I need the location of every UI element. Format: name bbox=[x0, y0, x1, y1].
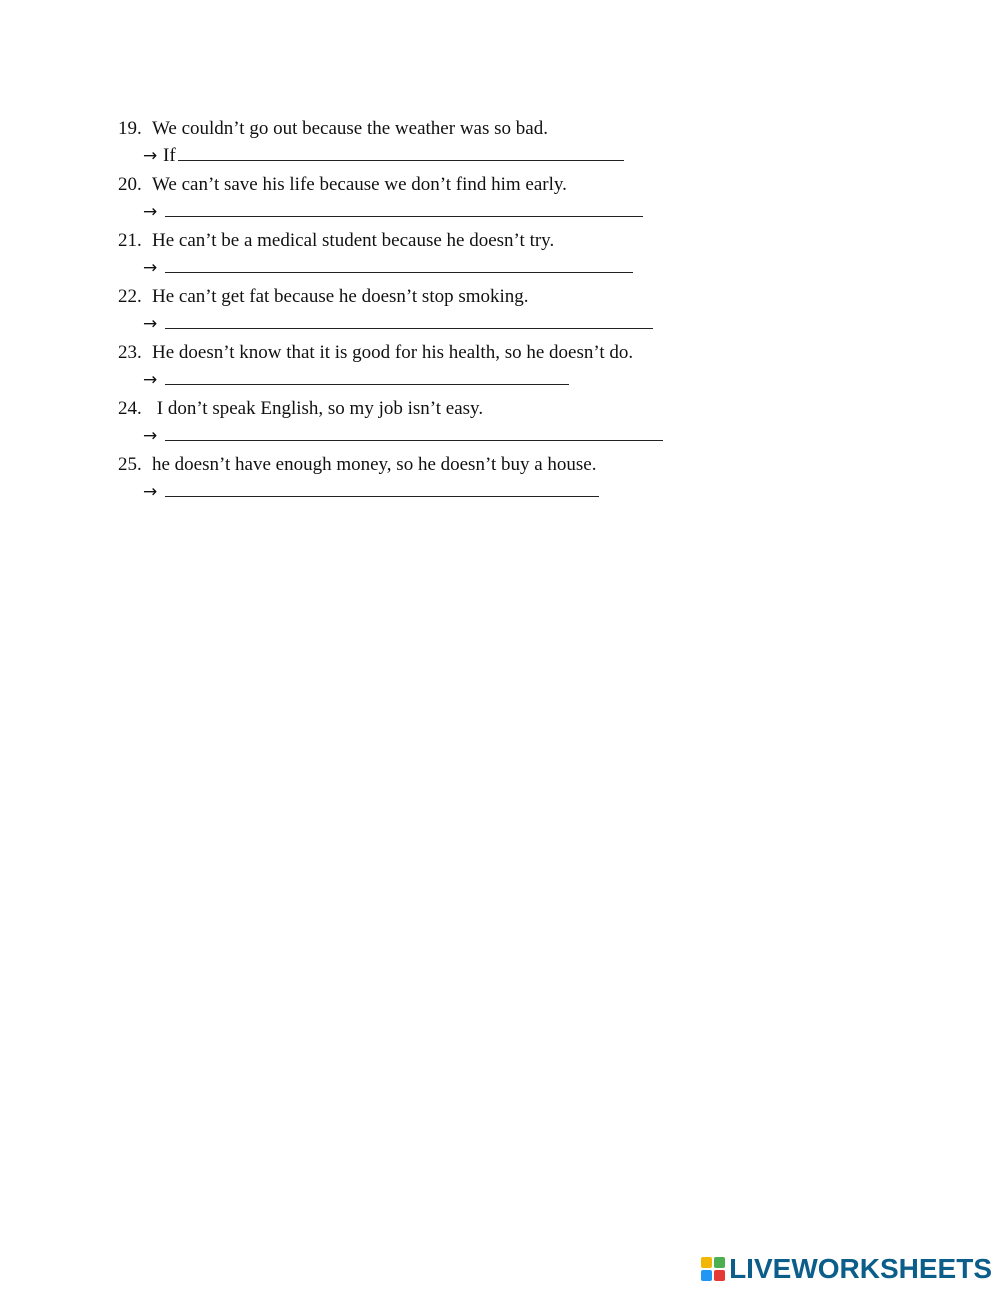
arrow-icon: → bbox=[143, 146, 158, 166]
question-number: 24. bbox=[118, 398, 142, 419]
question-text: We couldn’t go out because the weather was so bad. bbox=[152, 118, 548, 139]
answer-line-24 bbox=[143, 425, 663, 447]
question-22 bbox=[118, 286, 529, 308]
arrow-icon: → bbox=[143, 202, 158, 222]
question-number: 20. bbox=[118, 174, 142, 195]
arrow-icon: → bbox=[143, 370, 158, 390]
answer-input-22[interactable] bbox=[165, 314, 653, 329]
logo-tile bbox=[701, 1257, 712, 1268]
question-number: 19. bbox=[118, 118, 142, 139]
question-text: He doesn’t know that it is good for his health, so he doesn’t do. bbox=[152, 342, 634, 363]
arrow-icon: → bbox=[143, 482, 158, 502]
answer-input-24[interactable] bbox=[165, 426, 663, 441]
answer-input-20[interactable] bbox=[165, 202, 643, 217]
answer-input-19[interactable] bbox=[178, 146, 624, 161]
question-text: He can’t be a medical student because he doesn’t try. bbox=[152, 230, 555, 251]
answer-input-25[interactable] bbox=[165, 482, 599, 497]
logo-tile bbox=[714, 1270, 725, 1281]
question-text: He can’t get fat because he doesn’t stop smoking. bbox=[152, 286, 529, 307]
question-number: 22. bbox=[118, 286, 142, 307]
answer-input-23[interactable] bbox=[165, 370, 569, 385]
answer-line-25 bbox=[143, 481, 599, 503]
liveworksheets-logo bbox=[701, 1254, 992, 1284]
answer-line-21 bbox=[143, 257, 633, 279]
question-number: 25. bbox=[118, 454, 142, 475]
question-text: I don’t speak English, so my job isn’t easy. bbox=[152, 398, 484, 419]
answer-prefix: If bbox=[163, 145, 176, 166]
question-21 bbox=[118, 230, 554, 252]
arrow-icon: → bbox=[143, 426, 158, 446]
answer-line-23 bbox=[143, 369, 569, 391]
answer-input-21[interactable] bbox=[165, 258, 633, 273]
arrow-icon: → bbox=[143, 258, 158, 278]
answer-line-20 bbox=[143, 201, 643, 223]
logo-tile bbox=[701, 1270, 712, 1281]
question-20 bbox=[118, 174, 567, 196]
question-text: We can’t save his life because we don’t find him early. bbox=[152, 174, 567, 195]
question-19 bbox=[118, 118, 548, 140]
question-number: 21. bbox=[118, 230, 142, 251]
question-number: 23. bbox=[118, 342, 142, 363]
answer-line-19 bbox=[143, 145, 624, 167]
arrow-icon: → bbox=[143, 314, 158, 334]
question-25 bbox=[118, 454, 596, 476]
question-text: he doesn’t have enough money, so he doesn’t buy a house. bbox=[152, 454, 597, 475]
answer-line-22 bbox=[143, 313, 653, 335]
question-24 bbox=[118, 398, 483, 420]
logo-tiles-icon bbox=[701, 1257, 725, 1281]
question-23 bbox=[118, 342, 633, 364]
logo-tile bbox=[714, 1257, 725, 1268]
logo-text: LIVEWORKSHEETS bbox=[729, 1253, 992, 1284]
